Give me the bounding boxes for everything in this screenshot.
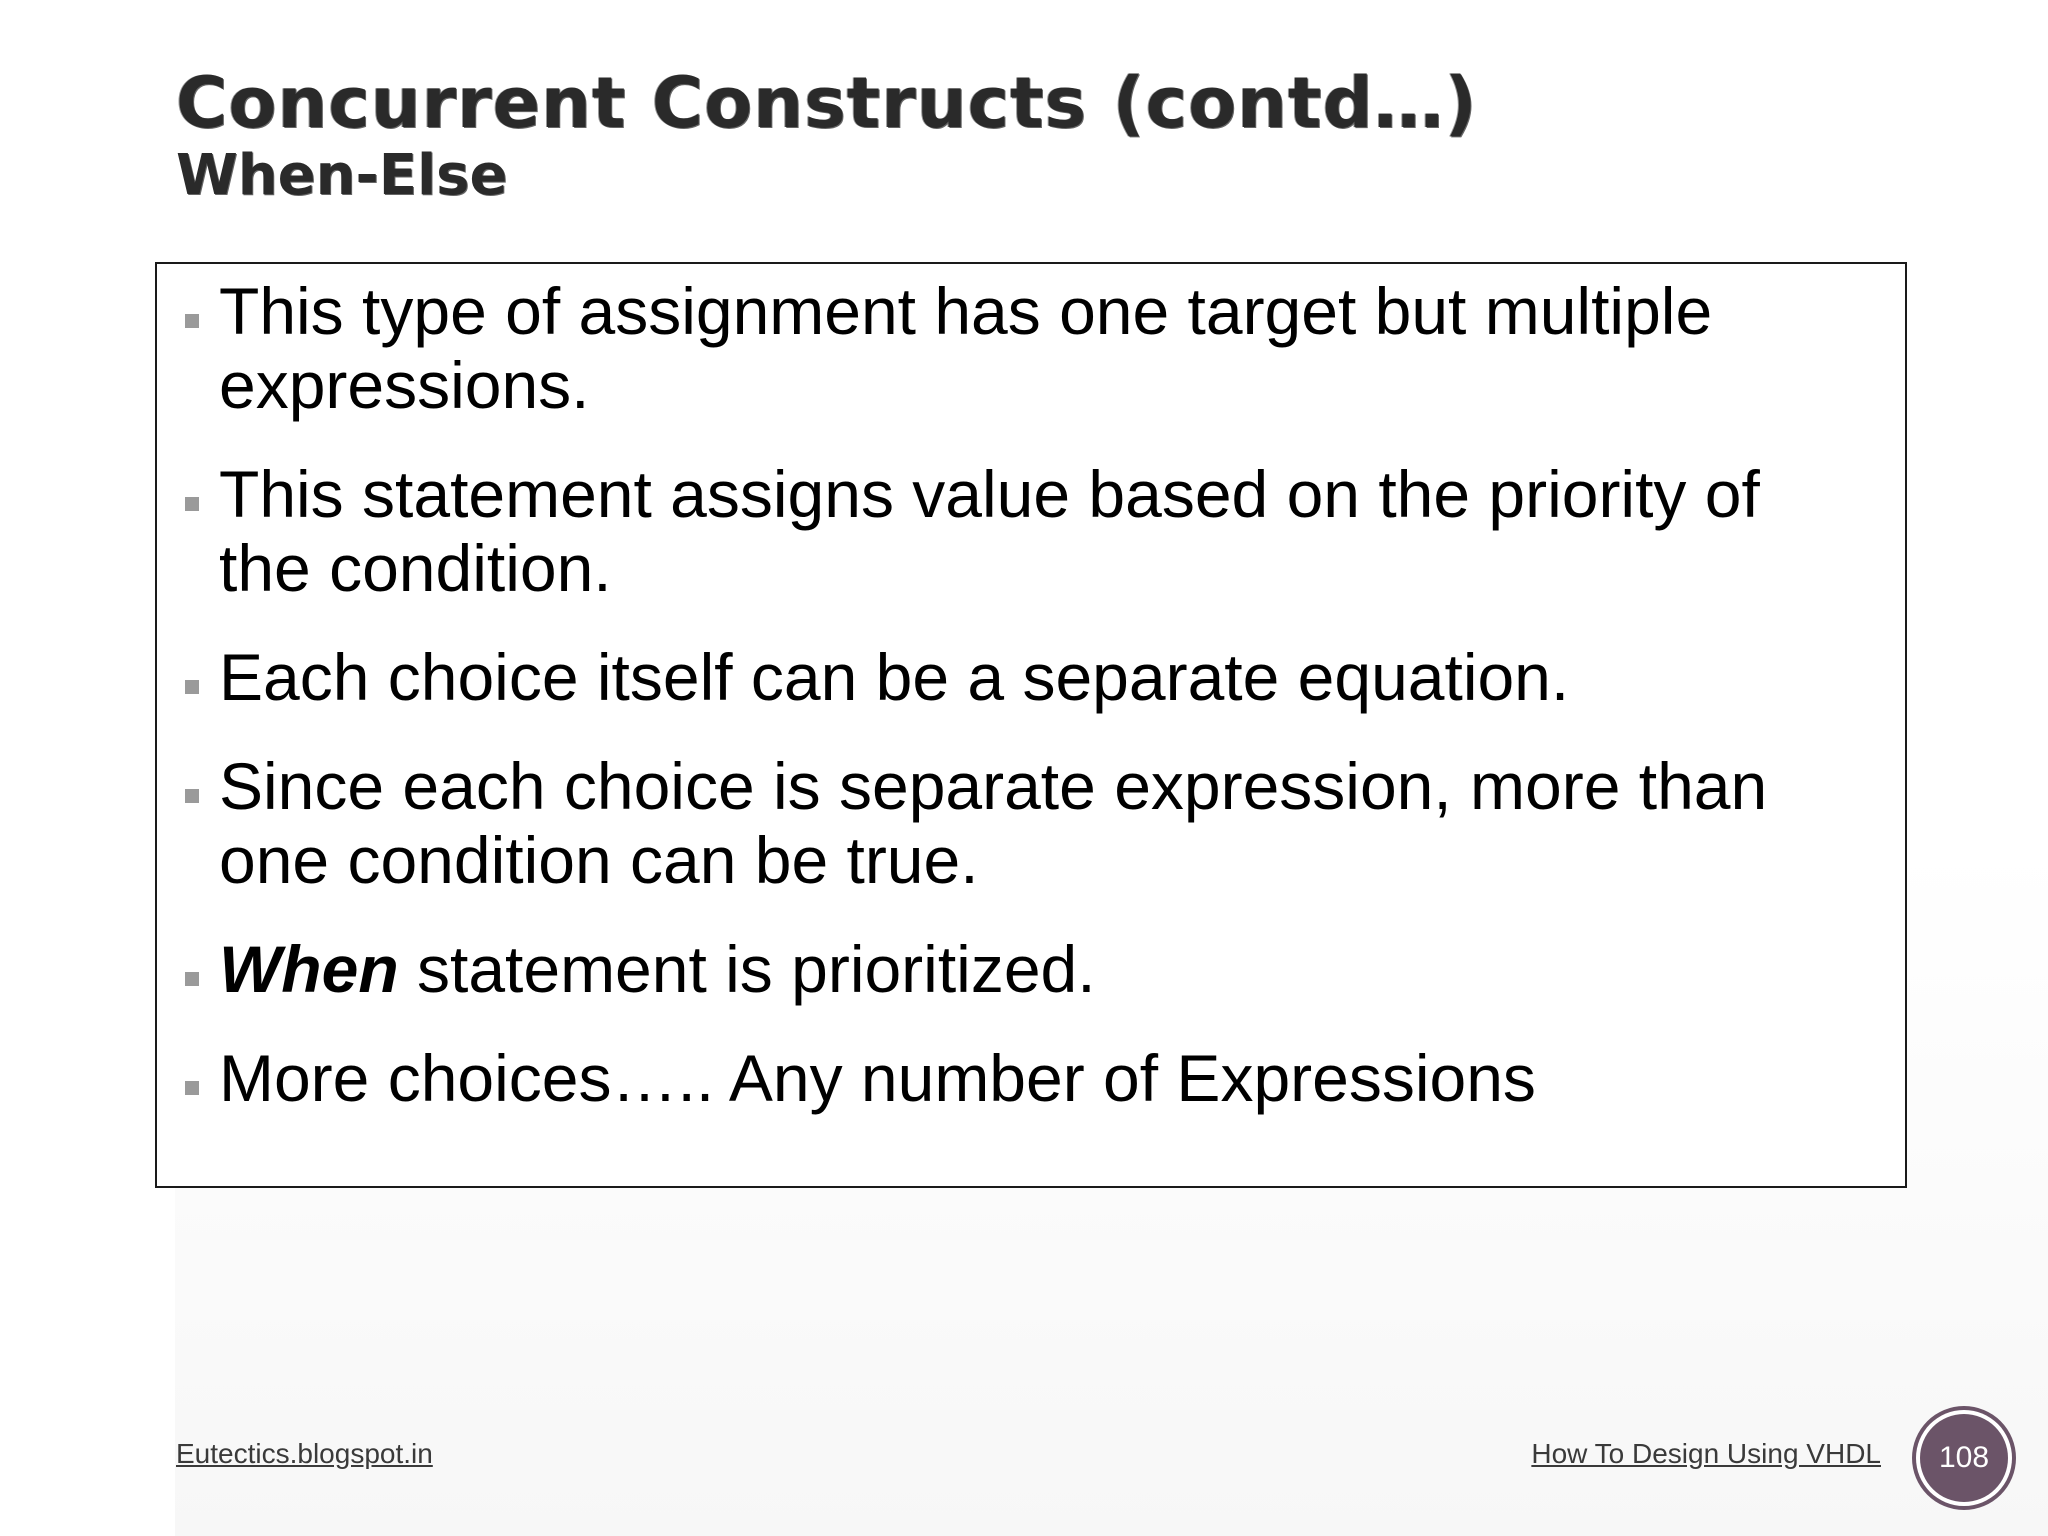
footer-title-link[interactable]: How To Design Using VHDL xyxy=(1531,1438,1881,1469)
bullet-emphasis: When xyxy=(219,932,399,1006)
slide-subtitle: When-Else xyxy=(176,143,508,208)
bullet-text xyxy=(219,640,1889,714)
bullet-square-icon xyxy=(185,1081,199,1095)
bullet-line: More choices….. Any number of Expressions xyxy=(219,1041,1536,1115)
content-box xyxy=(155,262,1907,1188)
bullet-line: Since each choice is separate expression, more than xyxy=(219,749,1768,823)
bullet-line: Each choice itself can be a separate equation. xyxy=(219,640,1570,714)
bullet-square-icon xyxy=(185,972,199,986)
bullet-line: This type of assignment has one target but multiple xyxy=(219,274,1713,348)
bullet-text xyxy=(219,749,1889,897)
bullet-square-icon xyxy=(185,497,199,511)
bullet-line: the condition. xyxy=(219,531,612,605)
bullet-square-icon xyxy=(185,789,199,803)
bullet-text xyxy=(219,1041,1889,1115)
bullet-text xyxy=(219,932,1889,1006)
footer-blog-link[interactable]: Eutectics.blogspot.in xyxy=(176,1438,433,1469)
bullet-rest: statement is prioritized. xyxy=(398,932,1096,1006)
page-number: 108 xyxy=(1938,1441,1990,1474)
page-number-badge xyxy=(1920,1414,2008,1502)
bullet-line: This statement assigns value based on the priority of xyxy=(219,457,1760,531)
bullet-square-icon xyxy=(185,314,199,328)
bullet-square-icon xyxy=(185,680,199,694)
bullet-text xyxy=(219,457,1889,605)
bullet-line: expressions. xyxy=(219,348,590,422)
bullet-line: one condition can be true. xyxy=(219,823,979,897)
bullet-text xyxy=(219,274,1889,422)
slide-title: Concurrent Constructs (contd…) xyxy=(176,62,1478,144)
